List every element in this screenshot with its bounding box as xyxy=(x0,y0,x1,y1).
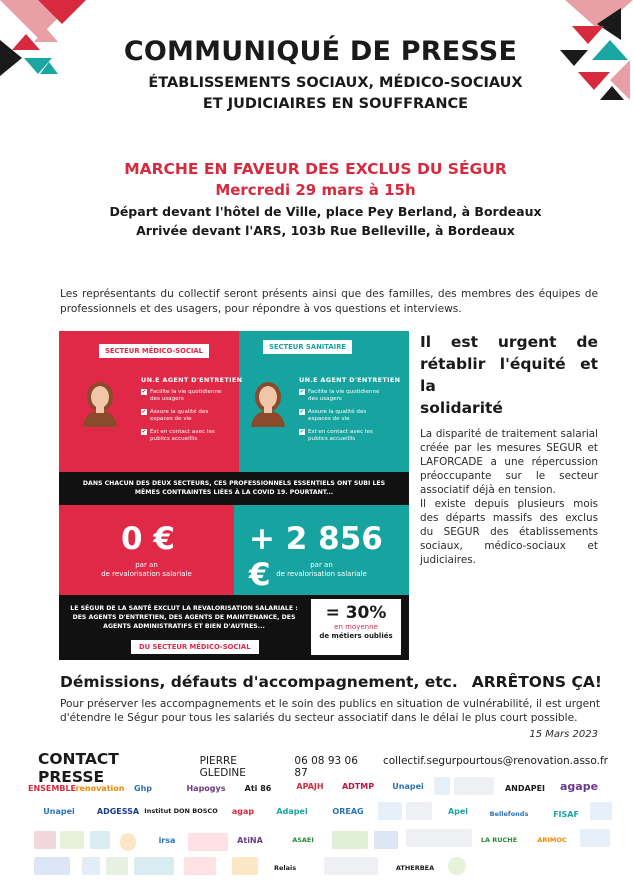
partner-logo: Ghp xyxy=(134,783,152,793)
partner-logo: Ati 86 xyxy=(244,783,272,793)
partner-logo: ADGESSA xyxy=(96,806,140,816)
partner-logo-mark xyxy=(34,831,56,849)
contact-phone[interactable]: 06 08 93 06 87 xyxy=(294,755,358,779)
partner-logo-mark xyxy=(406,829,472,847)
partner-logo: Relais xyxy=(273,864,297,872)
partner-logo-mark xyxy=(448,857,466,875)
amount-label-medico-social: par an de revalorisation salariale xyxy=(101,561,192,578)
partner-logo-mark xyxy=(60,831,84,849)
side-paragraph-1: La disparité de traitement salarial créée par les mesures SEGUR et LAFORCADE a une répercussion préoccupante sur le secteur associatif déjà en tension. xyxy=(420,428,598,496)
amount-medico-social: 0 € xyxy=(121,521,175,557)
closing-paragraph: Pour préserver les accompagnements et le soin des publics en situation de vulnérabilité, il est urgent d'étendre le Ségur pour tous les salariés du secteur associatif dans le délai le plus court possible. xyxy=(60,698,600,724)
partner-logo-mark xyxy=(188,833,228,851)
partner-logo-mark xyxy=(374,831,398,849)
partner-logo: Bellefonds xyxy=(489,810,529,818)
partner-logo: ENSEMBLE xyxy=(28,783,77,793)
percentage-box xyxy=(311,599,401,655)
task-item: ✔ Assure la qualité des espaces de vie xyxy=(299,409,389,423)
partner-logo-mark xyxy=(106,857,128,875)
agent-avatar-icon xyxy=(249,379,287,427)
partner-logo-mark xyxy=(434,777,450,795)
partner-logos xyxy=(28,775,614,880)
partner-logo: renovation xyxy=(75,783,125,793)
partner-logo: APAJH xyxy=(296,781,324,791)
subtitle-line-2: ET JUDICIAIRES EN SOUFFRANCE xyxy=(202,96,469,112)
agent-avatar-icon xyxy=(81,379,119,427)
amount-label-sanitaire: par an de revalorisation salariale xyxy=(276,561,367,578)
partner-logo-mark xyxy=(332,831,368,849)
partner-logo: AtiNA xyxy=(237,835,263,845)
percentage-value: = 30% xyxy=(325,603,387,623)
agent-title-sanitaire: UN.E AGENT D'ENTRETIEN xyxy=(299,376,401,384)
march-announcement xyxy=(0,160,631,240)
partner-logo-mark xyxy=(232,857,258,875)
contact-name: PIERRE GLEDINE xyxy=(199,755,246,779)
partner-logo-mark xyxy=(134,857,174,875)
partner-logo: Apei xyxy=(447,806,469,816)
release-date: 15 Mars 2023 xyxy=(529,729,598,740)
march-arrival: Arrivée devant l'ARS, 103b Rue Belleville, à Bordeaux xyxy=(136,223,515,238)
partner-logo-mark xyxy=(184,857,216,875)
partner-logo: ARIMOC xyxy=(537,836,567,844)
sector-tag-sanitaire: SECTEUR SANITAIRE xyxy=(263,340,352,354)
partner-logo: ATHERBEA xyxy=(395,864,435,872)
partner-logo-mark xyxy=(82,857,100,875)
partner-logo-mark xyxy=(120,833,136,851)
partner-logo-mark xyxy=(378,802,402,820)
task-item: ✔ Est en contact avec les publics accueillis xyxy=(141,429,231,443)
partner-logo: agape xyxy=(559,779,599,793)
partner-logo-mark xyxy=(324,857,378,875)
partner-logo: FISAF xyxy=(553,809,579,819)
march-title: MARCHE EN FAVEUR DES EXCLUS DU SÉGUR xyxy=(124,160,507,178)
partner-logo: agap xyxy=(231,806,255,816)
march-date: Mercredi 29 mars à 15h xyxy=(215,181,416,199)
contact-label: CONTACT PRESSE xyxy=(38,750,119,786)
partner-logo: Institut DON BOSCO xyxy=(144,807,218,815)
partner-logo-mark xyxy=(90,831,110,849)
agent-title-medico-social: UN.E AGENT D'ENTRETIEN xyxy=(141,376,243,384)
partner-logo-mark xyxy=(34,857,70,875)
side-headline: Il est urgent de rétablir l'équité et la solidarité xyxy=(420,333,598,417)
partner-logo-mark xyxy=(580,829,610,847)
percentage-sub-1: en moyenne xyxy=(334,623,378,631)
partner-logo: Unapei xyxy=(392,781,424,791)
infographic xyxy=(59,331,409,660)
task-item: ✔ Est en contact avec les publics accueillis xyxy=(299,429,389,443)
contact-email[interactable]: collectif.segurpourtous@renovation.asso.fr xyxy=(382,755,608,767)
closing-headline-emphasis: ARRÊTONS ÇA! xyxy=(471,673,602,691)
partner-logo: ASAEI xyxy=(292,836,314,844)
partner-logo: ANDAPEI xyxy=(504,783,546,793)
closing-headline: Démissions, défauts d'accompagnement, etc. ARRÊTONS ÇA! xyxy=(60,673,602,691)
header xyxy=(0,36,631,115)
partner-logo-mark xyxy=(590,802,612,820)
mid-text: DANS CHACUN DES DEUX SECTEURS, CES PROFESSIONNELS ESSENTIELS ONT SUBI LES MÊMES CONTRAINTES LIÉES À LA COVID 19. POURTANT... xyxy=(82,480,386,496)
partner-logo: ADTMP xyxy=(341,781,375,791)
partner-logo: irsa xyxy=(158,835,176,845)
partner-logo-mark xyxy=(406,802,432,820)
exclusion-pill: DU SECTEUR MÉDICO-SOCIAL xyxy=(131,640,259,654)
partner-logo: LA RUCHE xyxy=(480,836,518,844)
intro-paragraph: Les représentants du collectif seront présents ainsi que des familles, des membres des équipes de professionnels et des usagers, pour répondre à vos questions et interviews. xyxy=(60,288,598,315)
side-column xyxy=(420,331,598,567)
page-title: COMMUNIQUÉ DE PRESSE xyxy=(123,36,518,67)
amount-sanitaire: + 2 856 € xyxy=(249,521,383,593)
partner-logo: Adapei xyxy=(276,806,308,816)
subtitle-line-1: ÉTABLISSEMENTS SOCIAUX, MÉDICO-SOCIAUX xyxy=(148,75,523,91)
march-departure: Départ devant l'hôtel de Ville, place Pey Berland, à Bordeaux xyxy=(109,204,542,219)
sector-tag-medico-social: SECTEUR MÉDICO-SOCIAL xyxy=(99,344,209,358)
partner-logo: OREAG xyxy=(332,806,364,816)
task-item: ✔ Assure la qualité des espaces de vie xyxy=(141,409,231,423)
exclusion-text: LE SÉGUR DE LA SANTÉ EXCLUT LA REVALORISATION SALARIALE : DES AGENTS D'ENTRETIEN, DES AGENTS DE MAINTENANCE, DES AGENTS ADMINISTRATIFS ET BIEN D'AUTRES... xyxy=(70,605,298,630)
task-item: ✔ Facilite la vie quotidienne des usagers xyxy=(141,389,231,403)
page-subtitle xyxy=(40,73,631,115)
partner-logo: Unapei xyxy=(43,806,75,816)
percentage-sub-2: de métiers oubliés xyxy=(319,632,393,640)
partner-logo-mark xyxy=(454,777,494,795)
partner-logo: Hapogys xyxy=(186,783,226,793)
side-paragraph-2: Il existe depuis plusieurs mois des départs massifs des exclus du SEGUR des établissements sociaux, médico-sociaux et judiciaires. xyxy=(420,498,598,566)
task-item: ✔ Facilite la vie quotidienne des usagers xyxy=(299,389,389,403)
